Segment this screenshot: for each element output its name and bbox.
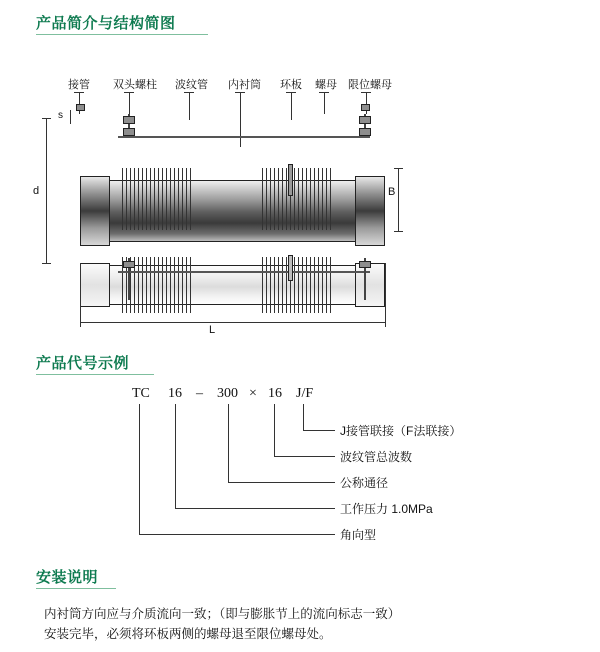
nut-upper-right bbox=[359, 116, 371, 124]
leader-tick-1 bbox=[74, 92, 84, 93]
leader-tick-6 bbox=[319, 92, 329, 93]
callout-label-3: 波纹管 bbox=[175, 79, 208, 91]
leader-line-6 bbox=[324, 92, 325, 114]
callout-label-1: 接管 bbox=[68, 79, 90, 91]
nut-lower-right bbox=[359, 261, 371, 268]
dimension-L-line-right bbox=[385, 263, 386, 327]
dimension-label-d: d bbox=[33, 185, 40, 197]
tie-rod-upper bbox=[118, 136, 370, 138]
code-line-diameter bbox=[228, 482, 335, 483]
limit-nut-upper-right bbox=[359, 128, 371, 136]
code-leader-connection bbox=[303, 404, 304, 430]
left-pipe-flange bbox=[80, 176, 110, 246]
leader-tick-5 bbox=[286, 92, 296, 93]
code-desc-waves: 波纹管总波数 bbox=[340, 450, 413, 464]
code-token-dash: – bbox=[196, 386, 203, 401]
dimension-label-s: s bbox=[58, 110, 63, 121]
nut-lower-left bbox=[123, 261, 135, 268]
code-desc-diameter: 公称通径 bbox=[340, 476, 389, 490]
callout-label-4: 内衬筒 bbox=[228, 79, 261, 91]
bellows-upper-left bbox=[122, 168, 192, 230]
code-desc-model: 角向型 bbox=[340, 528, 377, 542]
code-token-pressure: 16 bbox=[168, 386, 182, 401]
leader-line-4 bbox=[240, 92, 241, 147]
code-line-pressure bbox=[175, 508, 335, 509]
dimension-L-line bbox=[80, 263, 81, 327]
section-title-code: 产品代号示例 bbox=[36, 355, 130, 372]
code-leader-waves bbox=[274, 404, 275, 456]
leader-line-2 bbox=[129, 92, 130, 114]
callout-label-2: 双头螺柱 bbox=[113, 79, 157, 91]
dimension-B-tick-bottom bbox=[394, 231, 403, 232]
tie-rod-lower bbox=[118, 271, 370, 273]
code-leader-diameter bbox=[228, 404, 229, 482]
bellows-upper-right bbox=[262, 168, 332, 230]
structure-diagram bbox=[0, 58, 600, 336]
code-token-model: TC bbox=[132, 386, 150, 401]
bolt-head-left bbox=[76, 104, 85, 111]
code-line-waves bbox=[274, 456, 335, 457]
dimension-s-line bbox=[70, 110, 71, 124]
bolt-head-right bbox=[361, 104, 370, 111]
dimension-B-tick-top bbox=[394, 168, 403, 169]
install-note-2: 安装完毕，必须将环板两侧的螺母退至限位螺母处。 bbox=[44, 627, 332, 641]
ring-plate-lower bbox=[288, 255, 293, 281]
leader-line-3 bbox=[189, 92, 190, 120]
leader-tick-3 bbox=[184, 92, 194, 93]
dimension-d-tick-bottom bbox=[42, 263, 51, 264]
code-leader-pressure bbox=[175, 404, 176, 508]
callout-label-7: 限位螺母 bbox=[348, 79, 392, 91]
leader-tick-2 bbox=[124, 92, 134, 93]
code-token-connection: J/F bbox=[296, 386, 314, 401]
section-title-install: 安装说明 bbox=[36, 569, 99, 586]
dimension-d-tick-top bbox=[42, 118, 51, 119]
dimension-label-B: B bbox=[388, 186, 396, 198]
right-pipe-flange-lower bbox=[355, 263, 385, 307]
callout-label-6: 螺母 bbox=[315, 79, 337, 91]
dimension-B-line bbox=[398, 168, 399, 232]
dimension-L-bar bbox=[80, 322, 386, 323]
right-pipe-flange bbox=[355, 176, 385, 246]
code-leader-model bbox=[139, 404, 140, 534]
code-line-connection bbox=[303, 430, 335, 431]
callout-label-5: 环板 bbox=[280, 79, 302, 91]
section-title-intro-underline bbox=[36, 34, 208, 35]
ring-plate-upper bbox=[288, 164, 293, 196]
leader-line-5 bbox=[291, 92, 292, 120]
code-desc-connection: J接管联接（F法联接） bbox=[340, 424, 462, 438]
code-desc-pressure: 工作压力 1.0MPa bbox=[340, 502, 433, 516]
nut-upper-left bbox=[123, 116, 135, 124]
dimension-d-line bbox=[46, 118, 47, 264]
leader-tick-4 bbox=[235, 92, 245, 93]
dimension-label-L: L bbox=[209, 324, 216, 336]
product-code-diagram bbox=[0, 372, 600, 547]
code-token-times: × bbox=[249, 386, 257, 401]
section-title-intro: 产品简介与结构简图 bbox=[36, 15, 176, 32]
code-line-model bbox=[139, 534, 335, 535]
bellows-lower-right bbox=[262, 257, 332, 313]
leader-tick-7 bbox=[361, 92, 371, 93]
left-pipe-flange-lower bbox=[80, 263, 110, 307]
code-token-diameter: 300 bbox=[217, 386, 238, 401]
install-note-1: 内衬筒方向应与介质流向一致；（即与膨胀节上的流向标志一致） bbox=[44, 607, 401, 621]
section-title-install-underline bbox=[36, 588, 116, 589]
code-token-waves: 16 bbox=[268, 386, 282, 401]
limit-nut-upper-left bbox=[123, 128, 135, 136]
